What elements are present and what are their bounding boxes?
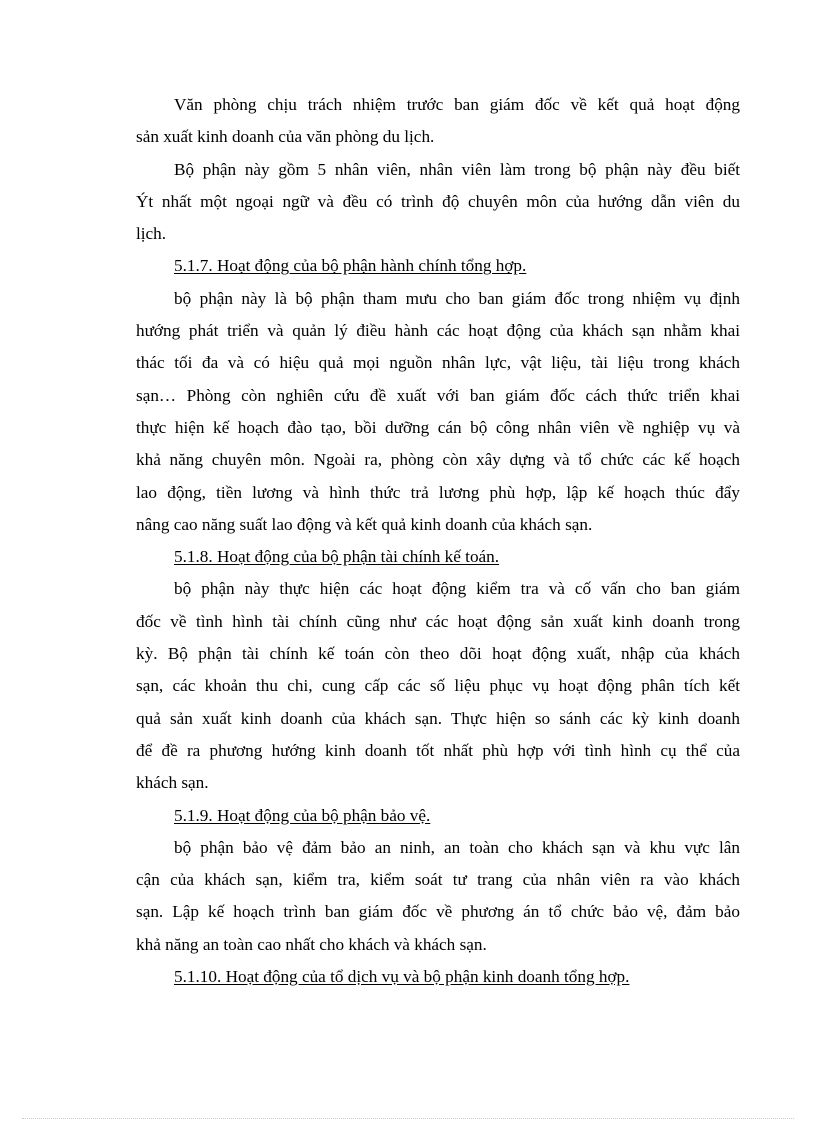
- text-line: nâng cao năng suất lao động và kết quả kinh doanh của khách sạn.: [136, 514, 593, 534]
- text-line: quả sản xuất kinh doanh của khách sạn. Thực hiện so sánh các kỳ kinh doanh: [136, 708, 740, 728]
- section-heading-text: 5.1.7. Hoạt động của bộ phận hành chính tổng hợp.: [174, 256, 527, 276]
- paragraph: [136, 89, 740, 154]
- text-line: cận của khách sạn, kiểm tra, kiểm soát tư trang của nhân viên ra vào khách: [136, 870, 740, 890]
- text-line: Ýt nhất một ngoại ngữ và đều có trình độ chuyên môn của hướng dẫn viên du: [136, 191, 740, 211]
- section-heading-text: 5.1.10. Hoạt động của tổ dịch vụ và bộ phận kinh doanh tổng hợp.: [174, 967, 630, 987]
- text-line: kỳ. Bộ phận tài chính kế toán còn theo dõi hoạt động xuất, nhập của khách: [136, 644, 740, 664]
- text-line: đốc về tình hình tài chính cũng như các hoạt động sản xuất kinh doanh trong: [136, 611, 740, 631]
- text-line: bộ phận này thực hiện các hoạt động kiểm tra và cố vấn cho ban giám: [174, 579, 740, 599]
- section-heading: [136, 541, 740, 573]
- section-heading: [136, 800, 740, 832]
- section-heading-text: 5.1.8. Hoạt động của bộ phận tài chính kế toán.: [174, 547, 500, 567]
- text-line: để đề ra phương hướng kinh doanh tốt nhất phù hợp với tình hình cụ thể của: [136, 740, 740, 760]
- text-line: bộ phận bảo vệ đảm bảo an ninh, an toàn cho khách sạn và khu vực lân: [174, 837, 740, 857]
- text-line: khả năng chuyên môn. Ngoài ra, phòng còn xây dựng và tổ chức các kế hoạch: [136, 450, 740, 470]
- text-line: Văn phòng chịu trách nhiệm trước ban giám đốc về kết quả hoạt động: [174, 95, 740, 114]
- text-line: thác tối đa và có hiệu quả mọi nguồn nhân lực, vật liệu, tài liệu trong khách: [136, 353, 740, 373]
- page-bottom-divider: [22, 1118, 794, 1119]
- section-heading: [136, 961, 740, 993]
- paragraph: [136, 832, 740, 961]
- section-heading-text: 5.1.9. Hoạt động của bộ phận bảo vệ.: [174, 805, 431, 825]
- text-line: bộ phận này là bộ phận tham mưu cho ban giám đốc trong nhiệm vụ định: [174, 288, 740, 308]
- text-line: sản xuất kinh doanh của văn phòng du lịch.: [136, 127, 435, 147]
- text-line: khách sạn.: [136, 773, 209, 793]
- text-line: sạn. Lập kế hoạch trình ban giám đốc về phương án tổ chức bảo vệ, đảm bảo: [136, 902, 740, 922]
- text-line: lao động, tiền lương và hình thức trả lương phù hợp, lập kế hoạch thúc đẩy: [136, 482, 740, 502]
- text-line: khả năng an toàn cao nhất cho khách và khách sạn.: [136, 934, 487, 954]
- text-line: hướng phát triển và quản lý điều hành các hoạt động của khách sạn nhằm khai: [136, 321, 740, 341]
- paragraph: [136, 283, 740, 541]
- section-heading: [136, 250, 740, 282]
- text-line: lịch.: [136, 224, 167, 244]
- text-line: sạn… Phòng còn nghiên cứu đề xuất với ban giám đốc cách thức triển khai: [136, 385, 740, 405]
- paragraph: [136, 154, 740, 251]
- paragraph: [136, 573, 740, 799]
- text-line: sạn, các khoản thu chi, cung cấp các số liệu phục vụ hoạt động phân tích kết: [136, 676, 740, 696]
- text-line: Bộ phận này gồm 5 nhân viên, nhân viên làm trong bộ phận này đều biết: [174, 159, 740, 179]
- text-line: thực hiện kế hoạch đào tạo, bồi dưỡng cán bộ công nhân viên về nghiệp vụ và: [136, 417, 740, 437]
- document-page: [136, 89, 740, 993]
